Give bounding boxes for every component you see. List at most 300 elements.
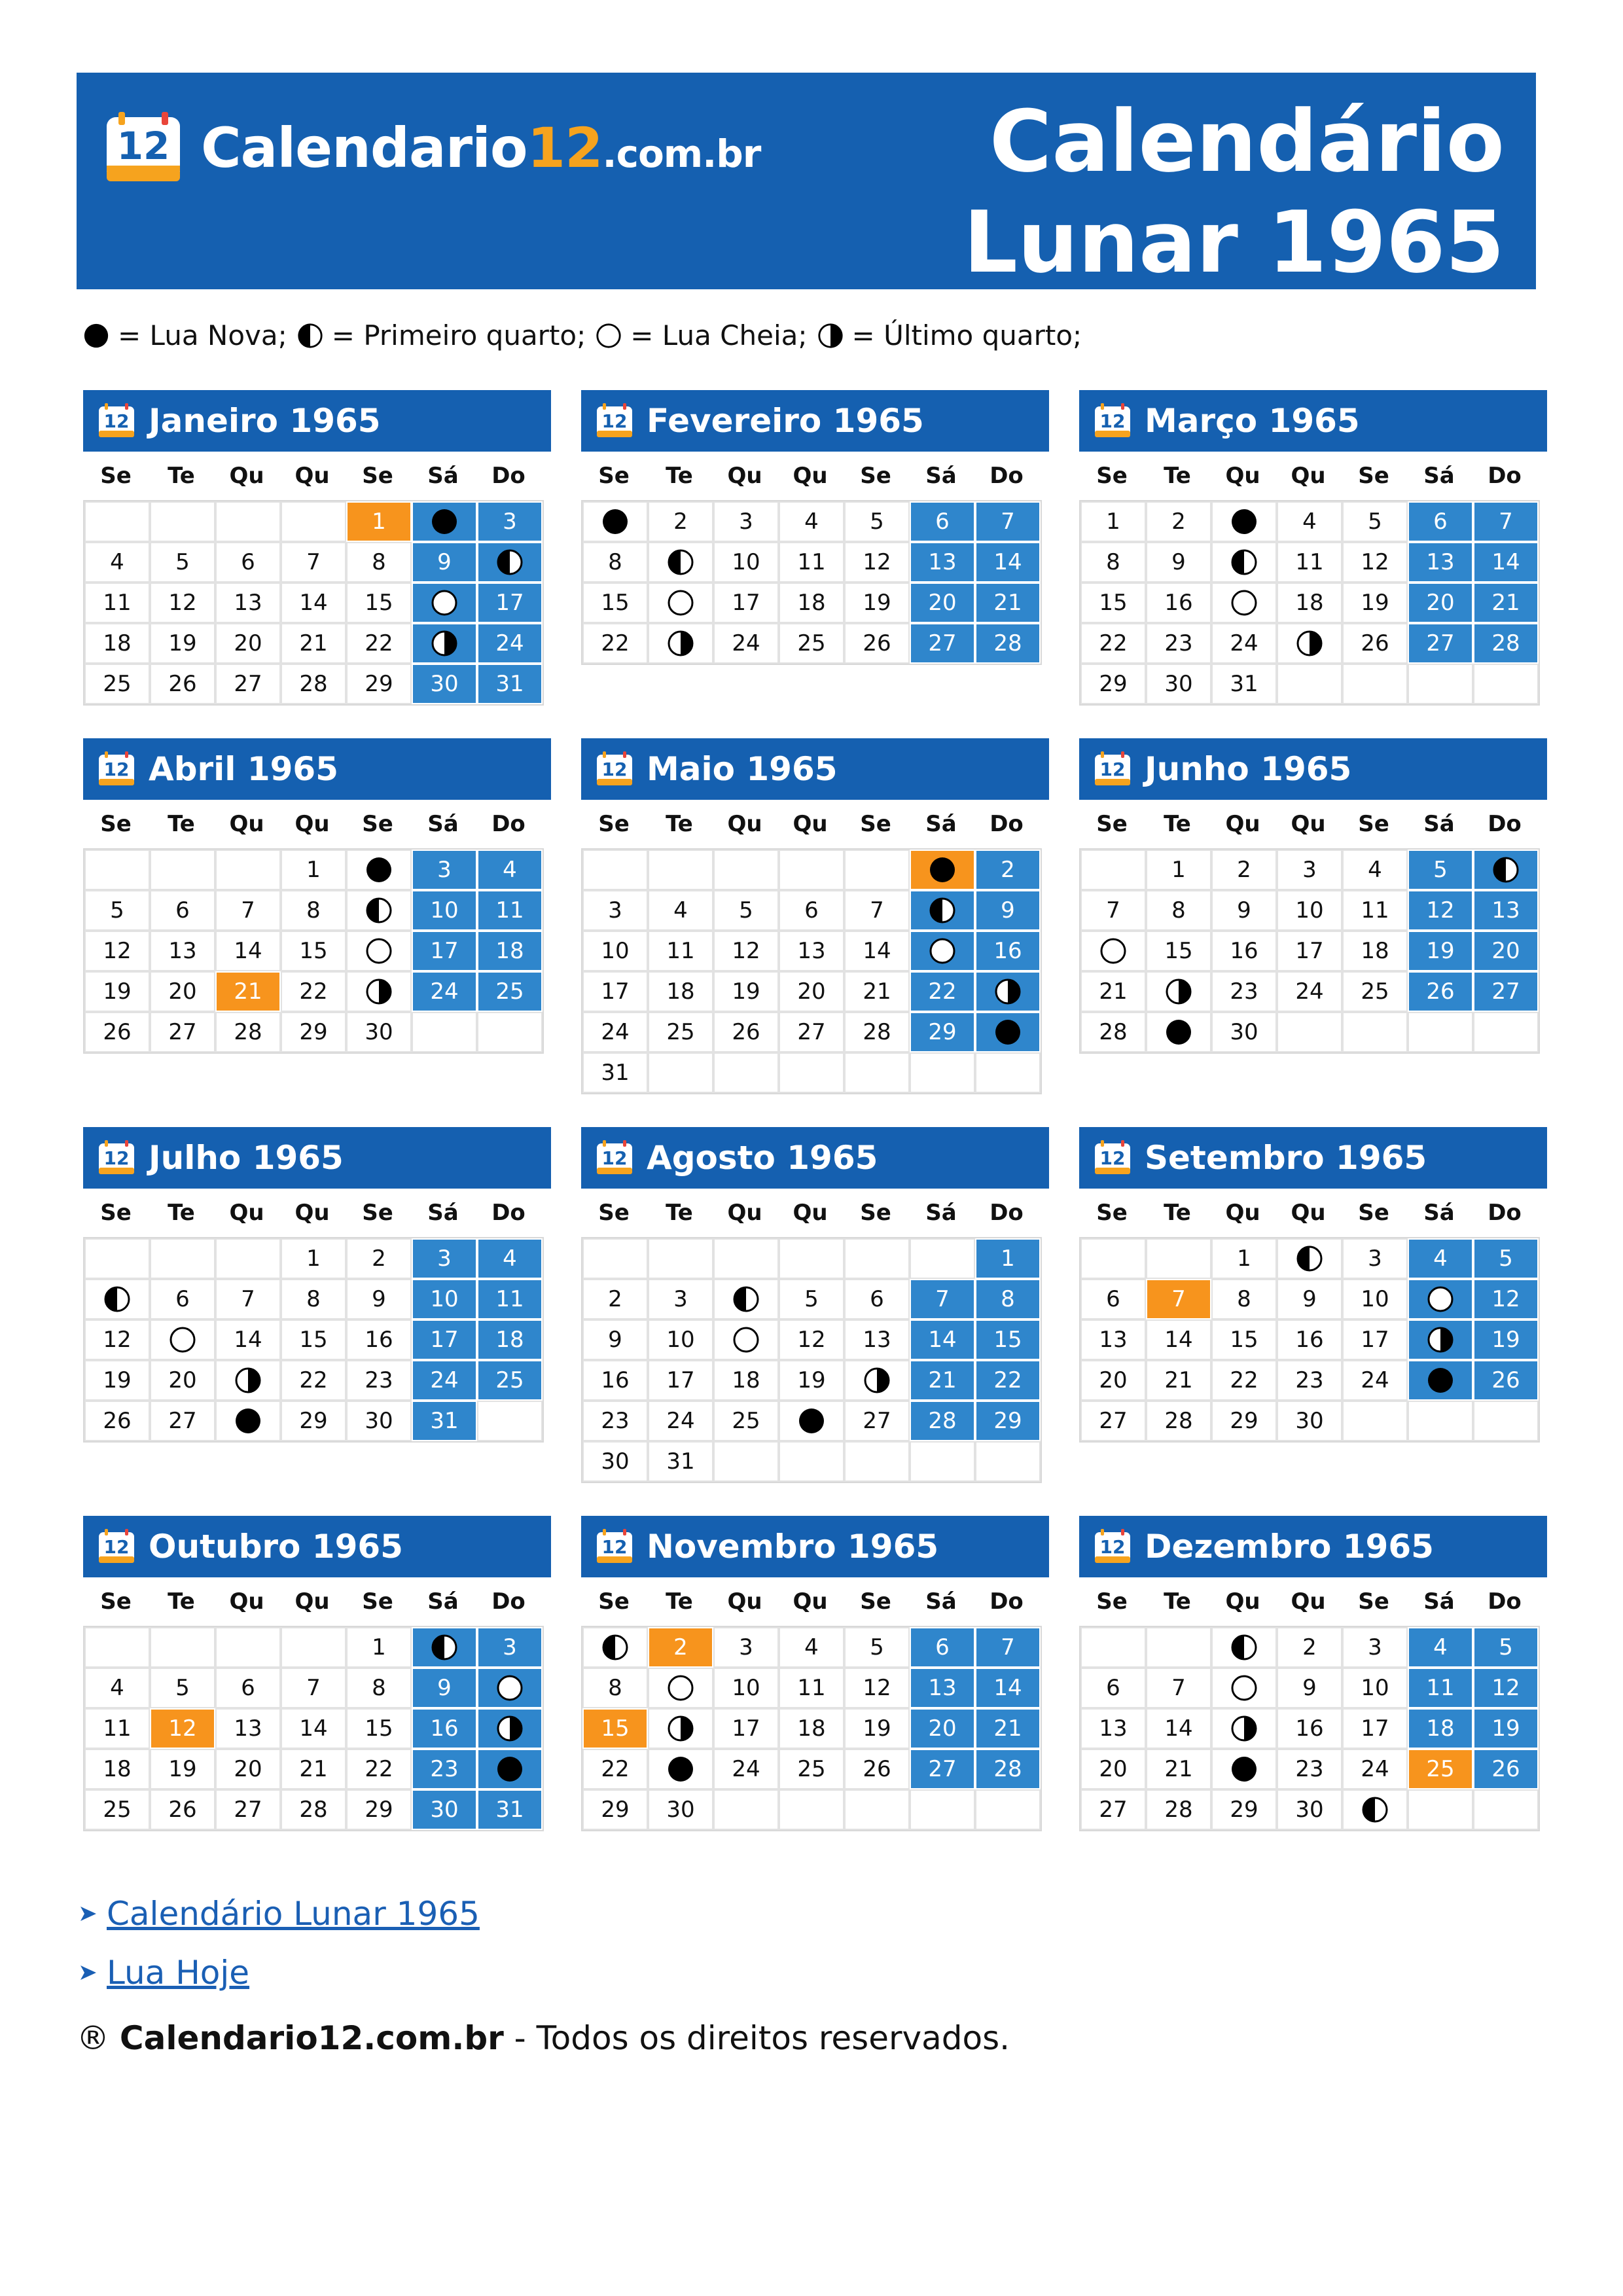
weekday-label: Te <box>666 1588 693 1615</box>
full-moon-icon <box>666 1674 695 1702</box>
site-logo[interactable] <box>104 109 760 187</box>
empty-day-cell <box>150 850 215 890</box>
day-grid <box>581 1237 1042 1483</box>
day-cell: 20 <box>1408 583 1473 623</box>
day-cell: 29 <box>281 1401 346 1441</box>
weekday-header-row <box>1079 452 1537 500</box>
month-calendar <box>1079 1127 1547 1443</box>
day-cell: 9 <box>1277 1279 1342 1319</box>
month-calendar <box>581 1516 1049 1831</box>
day-cell: 5 <box>84 890 150 931</box>
day-cell: 13 <box>1080 1708 1146 1749</box>
day-cell: 20 <box>1080 1360 1146 1401</box>
day-cell: 29 <box>975 1401 1041 1441</box>
day-cell: 25 <box>84 664 150 704</box>
weekday-label: Qu <box>229 811 264 837</box>
lunar-calendar-link[interactable]: Calendário Lunar 1965 <box>107 1895 480 1933</box>
day-cell: 7 <box>281 1668 346 1708</box>
day-cell: 9 <box>1277 1668 1342 1708</box>
month-calendar <box>581 1127 1049 1483</box>
day-cell: 21 <box>975 583 1041 623</box>
day-cell-moon-phase <box>648 1749 713 1789</box>
day-cell: 26 <box>1408 971 1473 1012</box>
day-cell-moon-phase <box>1408 1319 1473 1360</box>
day-cell: 19 <box>844 583 910 623</box>
day-cell: 31 <box>477 1789 543 1830</box>
day-cell: 6 <box>215 1668 281 1708</box>
day-cell: 14 <box>215 931 281 971</box>
day-cell: 2 <box>1277 1627 1342 1668</box>
month-header <box>1079 1127 1547 1189</box>
weekday-label: Se <box>860 1200 891 1226</box>
day-cell: 1 <box>1080 501 1146 542</box>
empty-day-cell <box>1342 1401 1408 1441</box>
day-cell: 29 <box>281 1012 346 1052</box>
day-cell: 1 <box>1146 850 1211 890</box>
day-cell: 18 <box>1408 1708 1473 1749</box>
svg-text:12: 12 <box>601 1536 628 1558</box>
day-cell: 3 <box>713 1627 779 1668</box>
day-cell: 4 <box>477 850 543 890</box>
day-cell: 9 <box>1211 890 1277 931</box>
day-cell-moon-phase <box>1146 971 1211 1012</box>
day-cell: 4 <box>1408 1238 1473 1279</box>
day-cell: 13 <box>215 1708 281 1749</box>
day-cell: 27 <box>150 1401 215 1441</box>
month-title: Fevereiro 1965 <box>647 402 924 440</box>
weekday-label: Se <box>598 463 630 489</box>
weekday-label: Qu <box>229 463 264 489</box>
first-quarter-moon-icon <box>430 1633 459 1662</box>
day-cell: 14 <box>281 583 346 623</box>
day-cell: 16 <box>1146 583 1211 623</box>
weekday-label: Qu <box>229 1200 264 1226</box>
day-cell-moon-phase <box>648 1668 713 1708</box>
day-cell: 3 <box>1342 1627 1408 1668</box>
day-cell: 26 <box>1473 1749 1539 1789</box>
weekday-label: Se <box>362 1588 393 1615</box>
day-cell: 21 <box>975 1708 1041 1749</box>
day-cell: 1 <box>1211 1238 1277 1279</box>
month-title: Maio 1965 <box>647 750 838 788</box>
day-cell-moon-phase <box>1408 1279 1473 1319</box>
day-cell: 4 <box>779 501 844 542</box>
day-cell-moon-phase <box>150 1319 215 1360</box>
day-cell: 21 <box>1146 1360 1211 1401</box>
weekday-label: Te <box>1164 1588 1191 1615</box>
day-cell-moon-phase <box>215 1401 281 1441</box>
day-cell: 28 <box>975 1749 1041 1789</box>
day-cell: 26 <box>844 1749 910 1789</box>
last-quarter-moon-icon <box>817 322 844 350</box>
day-cell: 10 <box>412 1279 477 1319</box>
calendar-icon <box>596 1140 633 1175</box>
day-cell-moon-phase <box>1408 1360 1473 1401</box>
weekday-label: Qu <box>1225 811 1260 837</box>
empty-day-cell <box>1473 664 1539 704</box>
link-item-moon-today <box>77 1954 249 1992</box>
footer-rights-text: - Todos os direitos reservados. <box>503 2019 1010 2057</box>
day-cell: 25 <box>1342 971 1408 1012</box>
day-cell: 18 <box>648 971 713 1012</box>
day-cell: 15 <box>1211 1319 1277 1360</box>
first-quarter-moon-icon <box>1491 855 1520 884</box>
day-cell-moon-phase <box>713 1319 779 1360</box>
empty-day-cell <box>1408 664 1473 704</box>
weekday-label: Se <box>362 463 393 489</box>
empty-day-cell <box>975 1052 1041 1093</box>
empty-day-cell <box>713 1238 779 1279</box>
full-moon-icon <box>595 322 622 350</box>
moon-phase-legend <box>82 319 1091 351</box>
day-cell: 27 <box>150 1012 215 1052</box>
moon-today-link[interactable]: Lua Hoje <box>107 1954 250 1992</box>
weekday-label: Te <box>666 811 693 837</box>
new-moon-icon <box>601 507 630 536</box>
legend-full-moon-icon <box>595 322 622 350</box>
day-cell: 5 <box>1473 1627 1539 1668</box>
weekday-label: Qu <box>727 463 762 489</box>
day-cell: 21 <box>1080 971 1146 1012</box>
day-cell: 11 <box>1342 890 1408 931</box>
full-moon-icon <box>732 1325 760 1354</box>
page-title-line-1: Calendário <box>989 92 1505 191</box>
registered-symbol: ® <box>77 2019 109 2057</box>
day-cell: 10 <box>1277 890 1342 931</box>
day-cell: 23 <box>582 1401 648 1441</box>
day-cell: 3 <box>412 1238 477 1279</box>
day-cell: 14 <box>215 1319 281 1360</box>
empty-day-cell <box>648 1238 713 1279</box>
empty-day-cell <box>713 1441 779 1482</box>
day-cell: 19 <box>150 1749 215 1789</box>
calendar-icon <box>1094 403 1132 439</box>
weekday-label: Se <box>1096 1200 1128 1226</box>
day-cell: 11 <box>477 1279 543 1319</box>
last-quarter-moon-icon <box>863 1366 891 1395</box>
empty-day-cell <box>975 1441 1041 1482</box>
weekday-label: Te <box>168 1588 195 1615</box>
weekday-label: Qu <box>294 463 330 489</box>
new-moon-icon <box>1426 1366 1455 1395</box>
empty-day-cell <box>975 1789 1041 1830</box>
day-cell: 27 <box>215 1789 281 1830</box>
day-cell: 15 <box>281 931 346 971</box>
weekday-label: Qu <box>793 463 828 489</box>
day-cell: 9 <box>412 542 477 583</box>
day-cell: 9 <box>346 1279 412 1319</box>
day-cell: 3 <box>582 890 648 931</box>
month-title: Julho 1965 <box>149 1139 344 1177</box>
calendar-logo-icon <box>104 112 183 184</box>
month-calendar <box>581 390 1049 665</box>
weekday-label: Sá <box>1423 463 1455 489</box>
day-cell-moon-phase <box>910 931 975 971</box>
day-cell: 6 <box>1080 1668 1146 1708</box>
day-cell: 19 <box>844 1708 910 1749</box>
day-cell: 5 <box>1408 850 1473 890</box>
day-cell: 5 <box>150 542 215 583</box>
weekday-label: Qu <box>793 811 828 837</box>
weekday-label: Se <box>100 811 132 837</box>
month-title: Março 1965 <box>1145 402 1360 440</box>
calendar-icon <box>98 403 135 439</box>
weekday-label: Do <box>1488 1588 1522 1615</box>
day-cell: 8 <box>346 542 412 583</box>
day-cell: 22 <box>582 1749 648 1789</box>
day-cell: 5 <box>844 501 910 542</box>
day-cell: 19 <box>1342 583 1408 623</box>
day-cell: 7 <box>1146 1279 1211 1319</box>
day-cell-moon-phase <box>346 850 412 890</box>
day-cell: 12 <box>844 542 910 583</box>
day-cell: 14 <box>975 1668 1041 1708</box>
day-cell: 22 <box>910 971 975 1012</box>
day-cell: 5 <box>1473 1238 1539 1279</box>
first-quarter-moon-icon <box>103 1285 132 1314</box>
day-cell: 25 <box>648 1012 713 1052</box>
calendar-icon <box>596 1529 633 1564</box>
day-cell: 14 <box>844 931 910 971</box>
day-cell-moon-phase <box>648 542 713 583</box>
day-cell: 2 <box>346 1238 412 1279</box>
day-cell: 12 <box>1342 542 1408 583</box>
new-moon-icon <box>495 1755 524 1784</box>
day-cell-moon-phase <box>1342 1789 1408 1830</box>
day-cell: 7 <box>975 1627 1041 1668</box>
day-cell: 15 <box>1080 583 1146 623</box>
day-cell: 25 <box>84 1789 150 1830</box>
empty-day-cell <box>1080 1238 1146 1279</box>
day-grid <box>83 1626 544 1831</box>
full-moon-icon <box>1426 1285 1455 1314</box>
weekday-label: Se <box>860 463 891 489</box>
weekday-label: Sá <box>1423 811 1455 837</box>
calendar-icon <box>98 751 135 787</box>
copyright-footer <box>77 2019 1010 2057</box>
day-cell-moon-phase <box>477 1708 543 1749</box>
day-cell: 24 <box>713 623 779 664</box>
day-grid <box>83 1237 544 1443</box>
day-cell: 25 <box>477 971 543 1012</box>
day-cell: 30 <box>412 1789 477 1830</box>
month-calendar <box>83 390 551 706</box>
weekday-label: Se <box>1358 811 1389 837</box>
day-cell: 31 <box>1211 664 1277 704</box>
day-cell: 2 <box>1146 501 1211 542</box>
day-cell: 26 <box>150 664 215 704</box>
weekday-label: Qu <box>294 1588 330 1615</box>
svg-text:12: 12 <box>601 410 628 432</box>
arrow-right-icon <box>77 1962 99 1984</box>
day-cell-moon-phase <box>1080 931 1146 971</box>
weekday-header-row <box>581 800 1039 848</box>
day-cell: 18 <box>1342 931 1408 971</box>
new-moon-icon <box>82 322 110 350</box>
empty-day-cell <box>477 1401 543 1441</box>
day-cell: 10 <box>713 542 779 583</box>
day-cell: 17 <box>713 1708 779 1749</box>
empty-day-cell <box>412 1012 477 1052</box>
weekday-label: Sá <box>1423 1200 1455 1226</box>
first-quarter-moon-icon <box>495 548 524 577</box>
weekday-label: Qu <box>1291 1200 1326 1226</box>
month-header <box>581 1516 1049 1577</box>
day-cell: 2 <box>648 501 713 542</box>
day-cell: 14 <box>1473 542 1539 583</box>
day-cell: 9 <box>975 890 1041 931</box>
day-cell: 26 <box>150 1789 215 1830</box>
day-cell: 23 <box>1277 1749 1342 1789</box>
month-calendar <box>83 738 551 1054</box>
weekday-label: Se <box>598 811 630 837</box>
day-cell: 12 <box>150 1708 215 1749</box>
weekday-label: Sá <box>427 1588 459 1615</box>
arrow-right-icon <box>77 1903 99 1925</box>
day-grid <box>83 848 544 1054</box>
month-calendar <box>83 1516 551 1831</box>
last-quarter-moon-icon <box>1164 977 1193 1006</box>
day-cell-moon-phase <box>477 1668 543 1708</box>
day-cell: 12 <box>84 1319 150 1360</box>
weekday-label: Se <box>1358 463 1389 489</box>
page-header <box>77 73 1536 292</box>
weekday-label: Sá <box>427 1200 459 1226</box>
link-item-lunar-calendar <box>77 1895 480 1933</box>
empty-day-cell <box>1408 1012 1473 1052</box>
day-cell: 29 <box>1211 1789 1277 1830</box>
day-cell: 18 <box>779 583 844 623</box>
day-cell-moon-phase <box>215 1360 281 1401</box>
day-cell: 5 <box>1342 501 1408 542</box>
day-cell-moon-phase <box>1211 1708 1277 1749</box>
day-grid <box>1079 848 1540 1054</box>
day-cell-moon-phase <box>412 623 477 664</box>
day-cell: 1 <box>281 850 346 890</box>
day-cell: 13 <box>1473 890 1539 931</box>
weekday-label: Qu <box>1225 1200 1260 1226</box>
new-moon-icon <box>365 855 393 884</box>
empty-day-cell <box>713 1789 779 1830</box>
weekday-label: Sá <box>427 463 459 489</box>
day-cell: 4 <box>84 1668 150 1708</box>
day-cell-moon-phase <box>412 501 477 542</box>
calendar-icon <box>596 751 633 787</box>
day-cell-moon-phase <box>1211 583 1277 623</box>
day-cell: 4 <box>1342 850 1408 890</box>
calendar-icon <box>1094 1529 1132 1564</box>
day-cell-moon-phase <box>582 501 648 542</box>
legend-label: = Último quarto; <box>851 319 1082 351</box>
weekday-label: Qu <box>294 811 330 837</box>
day-cell: 1 <box>346 1627 412 1668</box>
day-cell: 18 <box>477 931 543 971</box>
day-cell: 26 <box>713 1012 779 1052</box>
day-cell: 17 <box>1342 1319 1408 1360</box>
day-cell: 21 <box>910 1360 975 1401</box>
day-cell: 7 <box>1473 501 1539 542</box>
day-cell: 6 <box>910 1627 975 1668</box>
day-grid <box>581 1626 1042 1831</box>
empty-day-cell <box>281 501 346 542</box>
day-cell: 13 <box>779 931 844 971</box>
day-cell: 25 <box>1408 1749 1473 1789</box>
day-cell: 12 <box>779 1319 844 1360</box>
weekday-label: Do <box>990 1200 1024 1226</box>
svg-text:12: 12 <box>103 1147 130 1169</box>
day-cell: 31 <box>412 1401 477 1441</box>
empty-day-cell <box>910 1238 975 1279</box>
empty-day-cell <box>215 850 281 890</box>
legend-label: = Primeiro quarto; <box>331 319 586 351</box>
last-quarter-moon-icon <box>1230 1714 1258 1743</box>
first-quarter-moon-icon <box>666 548 695 577</box>
day-cell: 19 <box>1408 931 1473 971</box>
day-cell: 2 <box>582 1279 648 1319</box>
day-cell: 15 <box>582 583 648 623</box>
day-cell: 4 <box>1408 1627 1473 1668</box>
empty-day-cell <box>84 1627 150 1668</box>
day-cell: 27 <box>1080 1789 1146 1830</box>
day-cell: 22 <box>281 1360 346 1401</box>
day-cell: 13 <box>1408 542 1473 583</box>
weekday-label: Do <box>990 1588 1024 1615</box>
day-cell: 13 <box>215 583 281 623</box>
empty-day-cell <box>1342 664 1408 704</box>
weekday-label: Te <box>1164 463 1191 489</box>
day-cell: 18 <box>1277 583 1342 623</box>
month-header <box>83 738 551 800</box>
day-cell: 6 <box>1080 1279 1146 1319</box>
empty-day-cell <box>477 1012 543 1052</box>
day-cell: 8 <box>975 1279 1041 1319</box>
day-cell: 5 <box>713 890 779 931</box>
day-cell: 19 <box>1473 1319 1539 1360</box>
svg-text:12: 12 <box>1099 410 1126 432</box>
month-title: Novembro 1965 <box>647 1528 939 1566</box>
weekday-header-row <box>581 1189 1039 1237</box>
day-cell: 12 <box>1473 1668 1539 1708</box>
calendar-icon <box>596 403 633 439</box>
empty-day-cell <box>910 1052 975 1093</box>
day-cell: 22 <box>975 1360 1041 1401</box>
day-cell: 4 <box>779 1627 844 1668</box>
day-cell: 24 <box>1342 1360 1408 1401</box>
day-cell: 11 <box>779 542 844 583</box>
empty-day-cell <box>844 1238 910 1279</box>
day-cell: 6 <box>215 542 281 583</box>
weekday-label: Do <box>1488 1200 1522 1226</box>
day-cell: 28 <box>1146 1789 1211 1830</box>
empty-day-cell <box>713 850 779 890</box>
empty-day-cell <box>1146 1627 1211 1668</box>
calendar-icon <box>1094 751 1132 787</box>
weekday-label: Sá <box>925 463 957 489</box>
day-cell: 30 <box>1146 664 1211 704</box>
svg-text:12: 12 <box>1099 1147 1126 1169</box>
page-title-line-2: Lunar 1965 <box>963 192 1505 292</box>
day-cell-moon-phase <box>582 1627 648 1668</box>
svg-text:12: 12 <box>601 1147 628 1169</box>
day-cell: 13 <box>1080 1319 1146 1360</box>
svg-text:12: 12 <box>1099 1536 1126 1558</box>
svg-text:12: 12 <box>103 1536 130 1558</box>
month-calendar <box>1079 738 1547 1054</box>
logo-icon-number: 12 <box>116 124 170 168</box>
day-cell: 3 <box>713 501 779 542</box>
empty-day-cell <box>1080 850 1146 890</box>
day-cell: 28 <box>975 623 1041 664</box>
